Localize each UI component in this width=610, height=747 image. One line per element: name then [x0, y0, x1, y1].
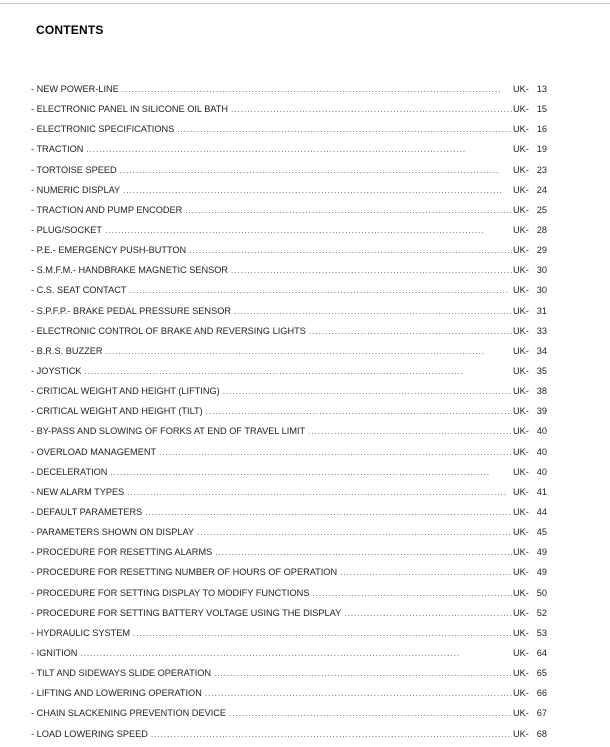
dot-leader: [344, 607, 512, 621]
toc-entry-page-number: 23: [536, 164, 547, 175]
toc-entry-section-prefix: UK-: [513, 527, 529, 538]
toc-entry-title: - PARAMETERS SHOWN ON DISPLAY: [31, 527, 195, 538]
toc-entry-title: - LIFTING AND LOWERING OPERATION: [31, 688, 202, 699]
toc-entry-section-prefix: UK-: [513, 285, 529, 296]
toc-entry-title: - TORTOISE SPEED: [31, 164, 117, 175]
toc-entry-page-number: 53: [536, 627, 547, 638]
dot-leader: [159, 446, 512, 460]
toc-entry-section-prefix: UK-: [513, 668, 529, 679]
page-title: CONTENTS: [36, 23, 104, 37]
toc-entry[interactable]: [31, 304, 547, 324]
toc-entry-section-prefix: UK-: [513, 708, 529, 719]
toc-entry-title: - HYDRAULIC SYSTEM: [31, 627, 131, 638]
toc-entry[interactable]: [31, 243, 547, 263]
toc-entry[interactable]: [31, 545, 547, 565]
dot-leader: [340, 566, 512, 580]
toc-entry-title: - TRACTION AND PUMP ENCODER: [31, 204, 183, 215]
toc-entry-section-prefix: UK-: [513, 104, 529, 115]
toc-entry[interactable]: [31, 646, 547, 666]
toc-entry[interactable]: [31, 666, 547, 686]
dot-leader: [133, 627, 512, 641]
dot-leader: [120, 164, 512, 178]
toc-entry-section-prefix: UK-: [513, 406, 529, 417]
dot-leader: [308, 425, 512, 439]
dot-leader: [309, 325, 512, 339]
toc-entry-title: - CRITICAL WEIGHT AND HEIGHT (LIFTING): [31, 386, 220, 397]
toc-entry-section-prefix: UK-: [513, 144, 529, 155]
toc-entry[interactable]: [31, 102, 547, 122]
toc-entry-title: - C.S. SEAT CONTACT: [31, 285, 127, 296]
toc-entry-page-number: 19: [536, 144, 547, 155]
toc-entry[interactable]: [31, 384, 547, 404]
toc-entry[interactable]: [31, 727, 547, 747]
toc-entry-section-prefix: UK-: [513, 466, 529, 477]
toc-entry-section-prefix: UK-: [513, 688, 529, 699]
top-rule: [0, 3, 610, 4]
toc-entry-title: - ELECTRONIC CONTROL OF BRAKE AND REVERSING LIGHTS: [31, 325, 306, 336]
dot-leader: [127, 486, 512, 500]
toc-entry-section-prefix: UK-: [513, 345, 529, 356]
toc-entry-section-prefix: UK-: [513, 426, 529, 437]
dot-leader: [215, 546, 512, 560]
toc-entry-page-number: 25: [536, 204, 547, 215]
toc-entry-title: - CHAIN SLACKENING PREVENTION DEVICE: [31, 708, 227, 719]
dot-leader: [105, 345, 512, 359]
toc-entry-title: - DECELERATION: [31, 466, 108, 477]
toc-entry[interactable]: [31, 424, 547, 444]
toc-entry-title: - JOYSTICK: [31, 365, 82, 376]
toc-entry-page-number: 13: [536, 84, 547, 94]
toc-entry-section-prefix: UK-: [513, 446, 529, 457]
toc-entry-page-number: 28: [536, 224, 547, 235]
toc-entry-title: - PLUG/SOCKET: [31, 224, 102, 235]
toc-entry-title: - S.M.F.M.- HANDBRAKE MAGNETIC SENSOR: [31, 265, 229, 276]
toc-entry-title: - NEW POWER-LINE: [31, 84, 119, 94]
toc-entry-section-prefix: UK-: [513, 305, 529, 316]
toc-entry[interactable]: [31, 344, 547, 364]
toc-entry-page-number: 39: [536, 406, 547, 417]
toc-entry-page-number: 49: [536, 567, 547, 578]
toc-entry[interactable]: [31, 706, 547, 726]
toc-entry[interactable]: [31, 606, 547, 626]
dot-leader: [122, 83, 512, 97]
toc-entry[interactable]: [31, 445, 547, 465]
toc-entry-section-prefix: UK-: [513, 607, 529, 618]
toc-entry-section-prefix: UK-: [513, 486, 529, 497]
toc-entry-title: - NEW ALARM TYPES: [31, 486, 125, 497]
dot-leader: [129, 284, 512, 298]
toc-entry-page-number: 52: [536, 607, 547, 618]
dot-leader: [145, 506, 512, 520]
toc-entry-section-prefix: UK-: [513, 728, 529, 739]
toc-entry[interactable]: [31, 223, 547, 243]
toc-entry-title: - PROCEDURE FOR RESETTING NUMBER OF HOURS OF OPERATION: [31, 567, 338, 578]
toc-entry-page-number: 40: [536, 446, 547, 457]
dot-leader: [86, 143, 512, 157]
toc-entry[interactable]: [31, 142, 547, 162]
toc-entry-title: - OVERLOAD MANAGEMENT: [31, 446, 157, 457]
dot-leader: [151, 728, 512, 742]
toc-entry-page-number: 16: [536, 124, 547, 135]
toc-entry-title: - TILT AND SIDEWAYS SLIDE OPERATION: [31, 668, 212, 679]
toc-entry-page-number: 67: [536, 708, 547, 719]
dot-leader: [214, 667, 512, 681]
toc-entry[interactable]: [31, 465, 547, 485]
toc-entry[interactable]: [31, 364, 547, 384]
toc-entry-page-number: 64: [536, 647, 547, 658]
toc-entry[interactable]: [31, 525, 547, 545]
toc-entry-title: - BY-PASS AND SLOWING OF FORKS AT END OF TRAVEL LIMIT: [31, 426, 306, 437]
toc-entry-page-number: 30: [536, 265, 547, 276]
toc-entry-title: - PROCEDURE FOR SETTING BATTERY VOLTAGE USING THE DISPLAY: [31, 607, 342, 618]
toc-entry-page-number: 34: [536, 345, 547, 356]
dot-leader: [234, 305, 512, 319]
toc-entry-title: - NUMERIC DISPLAY: [31, 184, 121, 195]
toc-entry-page-number: 38: [536, 386, 547, 397]
toc-entry[interactable]: [31, 565, 547, 585]
toc-entry-title: - CRITICAL WEIGHT AND HEIGHT (TILT): [31, 406, 203, 417]
toc-entry[interactable]: [31, 183, 547, 203]
dot-leader: [205, 687, 512, 701]
dot-leader: [312, 587, 512, 601]
toc-entry-page-number: 31: [536, 305, 547, 316]
toc-entry-section-prefix: UK-: [513, 587, 529, 598]
toc-entry-section-prefix: UK-: [513, 124, 529, 135]
toc-entry[interactable]: [31, 324, 547, 344]
dot-leader: [123, 184, 512, 198]
toc-entry-page-number: 24: [536, 184, 547, 195]
toc-entry-page-number: 40: [536, 466, 547, 477]
toc-entry-page-number: 65: [536, 668, 547, 679]
dot-leader: [229, 707, 512, 721]
toc-entry-page-number: 66: [536, 688, 547, 699]
dot-leader: [185, 204, 512, 218]
toc-entry-section-prefix: UK-: [513, 547, 529, 558]
toc-entry-page-number: 49: [536, 547, 547, 558]
toc-entry-title: - P.E.- EMERGENCY PUSH-BUTTON: [31, 245, 187, 256]
toc-entry-page-number: 41: [536, 486, 547, 497]
toc-entry-section-prefix: UK-: [513, 245, 529, 256]
toc-entry-section-prefix: UK-: [513, 164, 529, 175]
toc-entry[interactable]: [31, 404, 547, 424]
toc-entry-section-prefix: UK-: [513, 224, 529, 235]
toc-entry-section-prefix: UK-: [513, 365, 529, 376]
toc-entry-title: - PROCEDURE FOR RESETTING ALARMS: [31, 547, 213, 558]
dot-leader: [231, 103, 512, 117]
toc-entry[interactable]: [31, 283, 547, 303]
dot-leader: [189, 244, 512, 258]
dot-leader: [85, 365, 512, 379]
toc-entry-page-number: 30: [536, 285, 547, 296]
dot-leader: [197, 526, 512, 540]
toc-entry-title: - ELECTRONIC PANEL IN SILICONE OIL BATH: [31, 104, 229, 115]
toc-entry-page-number: 44: [536, 506, 547, 517]
toc-entry[interactable]: [31, 586, 547, 606]
toc-entry-title: - PROCEDURE FOR SETTING DISPLAY TO MODIFY FUNCTIONS: [31, 587, 310, 598]
toc-entry-section-prefix: UK-: [513, 506, 529, 517]
dot-leader: [110, 466, 512, 480]
dot-leader: [206, 405, 512, 419]
toc-entry-section-prefix: UK-: [513, 627, 529, 638]
toc-entry-page-number: 33: [536, 325, 547, 336]
toc-entry[interactable]: [31, 505, 547, 525]
toc-entry-title: - LOAD LOWERING SPEED: [31, 728, 148, 739]
toc-entry-section-prefix: UK-: [513, 325, 529, 336]
toc-entry-section-prefix: UK-: [513, 204, 529, 215]
toc-entry[interactable]: [31, 263, 547, 283]
toc-entry-title: - TRACTION: [31, 144, 84, 155]
toc-entry[interactable]: [31, 626, 547, 646]
toc-entry-section-prefix: UK-: [513, 567, 529, 578]
toc-entry[interactable]: [31, 163, 547, 183]
toc-entry-title: - B.R.S. BUZZER: [31, 345, 103, 356]
dot-leader: [177, 123, 512, 137]
toc-entry-section-prefix: UK-: [513, 84, 529, 94]
toc-entry[interactable]: [31, 203, 547, 223]
toc-entry-title: - DEFAULT PARAMETERS: [31, 506, 143, 517]
toc-entry-page-number: 29: [536, 245, 547, 256]
toc-entry-page-number: 68: [536, 728, 547, 739]
toc-entry[interactable]: [31, 82, 547, 102]
toc-entry[interactable]: [31, 485, 547, 505]
toc-entry-page-number: 15: [536, 104, 547, 115]
toc-entry[interactable]: [31, 686, 547, 706]
table-of-contents: [31, 82, 547, 747]
toc-entry-page-number: 40: [536, 426, 547, 437]
toc-entry-page-number: 45: [536, 527, 547, 538]
toc-entry-title: - ELECTRONIC SPECIFICATIONS: [31, 124, 175, 135]
toc-entry-title: - S.P.F.P.- BRAKE PEDAL PRESSURE SENSOR: [31, 305, 231, 316]
dot-leader: [231, 264, 512, 278]
toc-entry[interactable]: [31, 122, 547, 142]
toc-entry-title: - IGNITION: [31, 647, 78, 658]
toc-entry-section-prefix: UK-: [513, 265, 529, 276]
dot-leader: [105, 224, 512, 238]
toc-entry-section-prefix: UK-: [513, 184, 529, 195]
toc-entry-section-prefix: UK-: [513, 386, 529, 397]
dot-leader: [80, 647, 512, 661]
dot-leader: [223, 385, 512, 399]
toc-entry-section-prefix: UK-: [513, 647, 529, 658]
toc-entry-page-number: 35: [536, 365, 547, 376]
toc-entry-page-number: 50: [536, 587, 547, 598]
